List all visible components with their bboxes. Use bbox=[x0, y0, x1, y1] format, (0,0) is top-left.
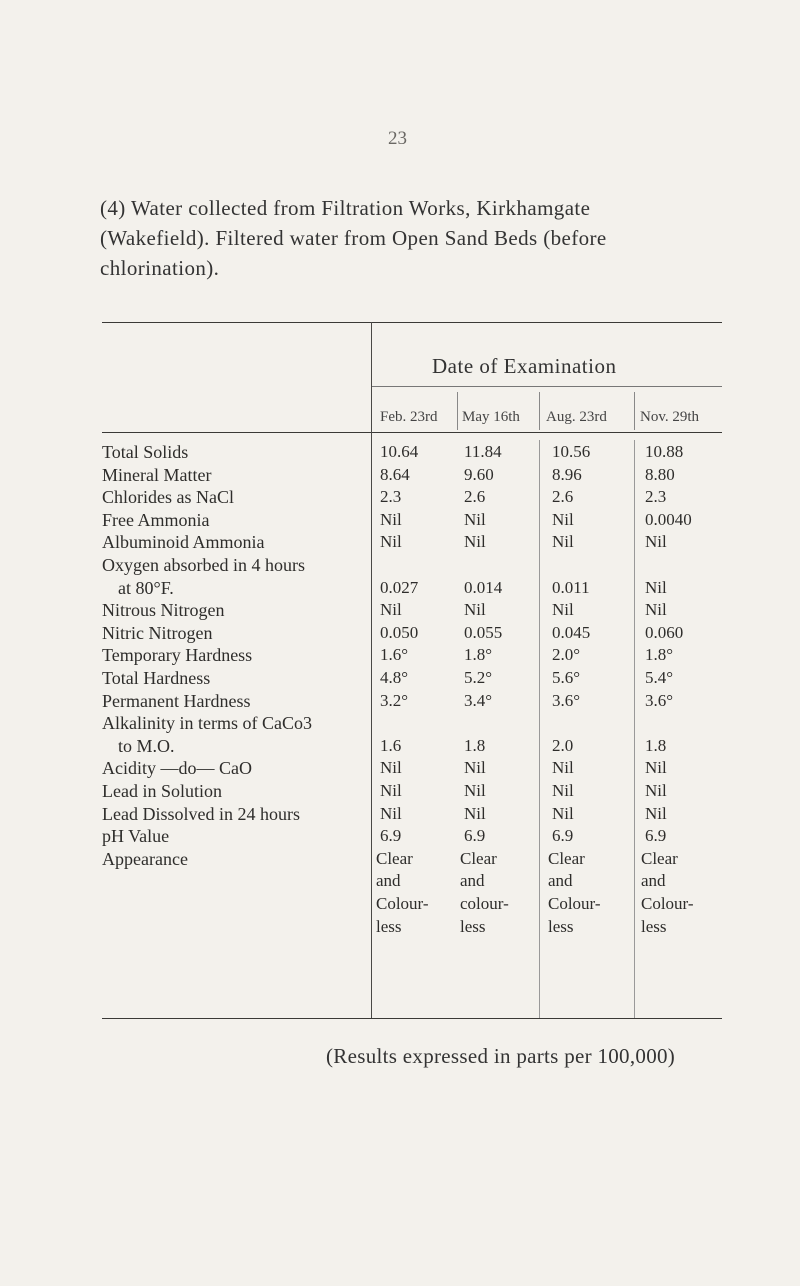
row-label: Appearance bbox=[102, 848, 188, 869]
table-cell: 1.8 bbox=[464, 735, 486, 755]
table-cell: Nil bbox=[645, 781, 667, 800]
row-label: Free Ammonia bbox=[102, 509, 210, 530]
table-cell: 6.9 bbox=[552, 826, 574, 846]
column-divider-2 bbox=[539, 392, 540, 430]
table-cell: 1.8 bbox=[645, 735, 667, 755]
column-header-feb: Feb. 23rd bbox=[380, 409, 438, 425]
table-cell: and bbox=[548, 871, 573, 891]
table-cell: 1.8° bbox=[464, 645, 493, 665]
table-cell: Nil bbox=[552, 781, 574, 800]
row-label: Acidity —do— CaO bbox=[102, 758, 252, 779]
table-cell: Clear bbox=[460, 848, 497, 868]
table-cell: and bbox=[460, 871, 485, 891]
table-cell: less bbox=[376, 916, 402, 936]
row-label: pH Value bbox=[102, 826, 170, 847]
row-label: Total Hardness bbox=[102, 668, 211, 688]
table-cell: Nil bbox=[645, 600, 667, 620]
table-cell: 5.6° bbox=[552, 668, 581, 687]
table-cell: Nil bbox=[380, 600, 402, 620]
table-cell: 10.64 bbox=[380, 442, 419, 461]
table-cell: Clear bbox=[641, 848, 678, 868]
header-sub-rule bbox=[372, 386, 722, 387]
table-cell: 0.050 bbox=[380, 622, 419, 642]
column-divider-3b bbox=[634, 440, 635, 1018]
table-cell: 3.2° bbox=[380, 690, 409, 710]
table-cell: 0.027 bbox=[380, 577, 419, 597]
header-bottom-rule bbox=[102, 432, 722, 433]
row-label: Albuminoid Ammonia bbox=[102, 532, 265, 553]
table-cell: Colour- bbox=[641, 894, 694, 913]
table-cell: 6.9 bbox=[645, 826, 667, 846]
table-cell: 10.56 bbox=[552, 442, 591, 461]
table-cell: 11.84 bbox=[464, 442, 502, 461]
table-cell: Nil bbox=[645, 803, 667, 823]
table-cell: 6.9 bbox=[380, 826, 402, 846]
table-cell: Nil bbox=[380, 509, 402, 529]
table-cell: less bbox=[641, 916, 667, 936]
table-cell: 3.6° bbox=[552, 690, 581, 710]
table-cell: Nil bbox=[464, 803, 486, 823]
table-cell: Clear bbox=[548, 848, 585, 868]
table-cell: 10.88 bbox=[645, 442, 684, 461]
table-cell: Nil bbox=[552, 532, 574, 552]
row-label: Mineral Matter bbox=[102, 464, 212, 485]
table-cell: Colour- bbox=[376, 894, 429, 913]
table-cell: Nil bbox=[552, 600, 574, 620]
table-cell: Nil bbox=[552, 509, 574, 529]
column-divider-1 bbox=[457, 392, 458, 430]
intro-line-2: (Wakefield). Filtered water from Open Sand Beds (before bbox=[100, 226, 607, 250]
table-cell: 1.6° bbox=[380, 645, 409, 665]
table-cell: 3.6° bbox=[645, 690, 674, 710]
table-cell: 8.64 bbox=[380, 464, 410, 484]
table-cell: 6.9 bbox=[464, 826, 486, 846]
row-label: Permanent Hardness bbox=[102, 690, 251, 711]
date-of-examination-header: Date of Examination bbox=[432, 354, 617, 378]
table-cell: 8.96 bbox=[552, 464, 582, 484]
table-cell: 0.055 bbox=[464, 622, 503, 642]
row-label: at 80°F. bbox=[118, 577, 174, 598]
table-cell: Nil bbox=[464, 532, 486, 552]
table-cell: Nil bbox=[464, 781, 486, 800]
table-cell: Nil bbox=[552, 803, 574, 823]
row-label: Total Solids bbox=[102, 442, 189, 462]
table-cell: 2.0° bbox=[552, 645, 581, 665]
column-header-may: May 16th bbox=[462, 409, 520, 425]
column-header-aug: Aug. 23rd bbox=[546, 409, 607, 425]
table-cell: 9.60 bbox=[464, 464, 494, 484]
table-cell: Nil bbox=[645, 577, 667, 597]
row-label: Oxygen absorbed in 4 hours bbox=[102, 555, 305, 575]
table-cell: 0.060 bbox=[645, 622, 684, 642]
table-cell: and bbox=[376, 871, 401, 891]
row-label: Nitrous Nitrogen bbox=[102, 600, 225, 621]
table-cell: 2.3 bbox=[380, 487, 402, 507]
row-label: Alkalinity in terms of CaCo3 bbox=[102, 713, 312, 734]
table-cell: Nil bbox=[464, 758, 486, 778]
table-cell: Nil bbox=[380, 781, 402, 800]
table-cell: 2.6 bbox=[552, 487, 574, 507]
table-cell: Nil bbox=[464, 600, 486, 620]
row-label: Nitric Nitrogen bbox=[102, 622, 213, 643]
row-label: Temporary Hardness bbox=[102, 645, 253, 666]
table-cell: 4.8° bbox=[380, 668, 409, 687]
table-cell: 5.4° bbox=[645, 668, 674, 687]
table-cell: Nil bbox=[380, 532, 402, 552]
table-cell: Clear bbox=[376, 848, 413, 868]
table-bottom-rule bbox=[102, 1018, 722, 1019]
table-cell: 0.0040 bbox=[645, 509, 692, 529]
table-cell: 1.8° bbox=[645, 645, 674, 665]
results-footnote: (Results expressed in parts per 100,000) bbox=[326, 1044, 676, 1068]
table-cell: 2.3 bbox=[645, 487, 667, 507]
table-cell: Nil bbox=[380, 758, 402, 778]
row-label: Lead in Solution bbox=[102, 781, 222, 801]
table-cell: Nil bbox=[380, 803, 402, 823]
table-cell: 0.011 bbox=[552, 577, 590, 597]
table-cell: 0.014 bbox=[464, 577, 503, 597]
table-cell: 2.6 bbox=[464, 487, 486, 507]
column-divider-3 bbox=[634, 392, 635, 430]
table-cell: Nil bbox=[645, 758, 667, 778]
table-cell: less bbox=[460, 916, 486, 936]
table-cell: Colour- bbox=[548, 894, 601, 913]
row-label: Chlorides as NaCl bbox=[102, 487, 234, 508]
table-cell: Nil bbox=[552, 758, 574, 778]
intro-line-1: (4) Water collected from Filtration Works, Kirkhamgate bbox=[100, 196, 591, 220]
column-divider-2b bbox=[539, 440, 540, 1018]
column-header-nov: Nov. 29th bbox=[640, 409, 700, 425]
table-cell: 3.4° bbox=[464, 690, 493, 710]
intro-line-3: chlorination). bbox=[100, 256, 220, 280]
table-cell: and bbox=[641, 871, 666, 891]
column-divider-label bbox=[371, 322, 372, 1018]
table-top-rule bbox=[102, 322, 722, 323]
table-cell: 5.2° bbox=[464, 668, 493, 687]
page-number: 23 bbox=[388, 128, 407, 149]
row-label: Lead Dissolved in 24 hours bbox=[102, 803, 300, 824]
table-cell: Nil bbox=[645, 532, 667, 552]
table-cell: 0.045 bbox=[552, 622, 591, 642]
table-cell: 2.0 bbox=[552, 735, 574, 755]
table-cell: less bbox=[548, 916, 574, 936]
table-cell: 1.6 bbox=[380, 735, 402, 755]
table-cell: 8.80 bbox=[645, 464, 675, 484]
table-cell: colour- bbox=[460, 894, 509, 913]
table-cell: Nil bbox=[464, 509, 486, 529]
row-label: to M.O. bbox=[118, 735, 175, 756]
